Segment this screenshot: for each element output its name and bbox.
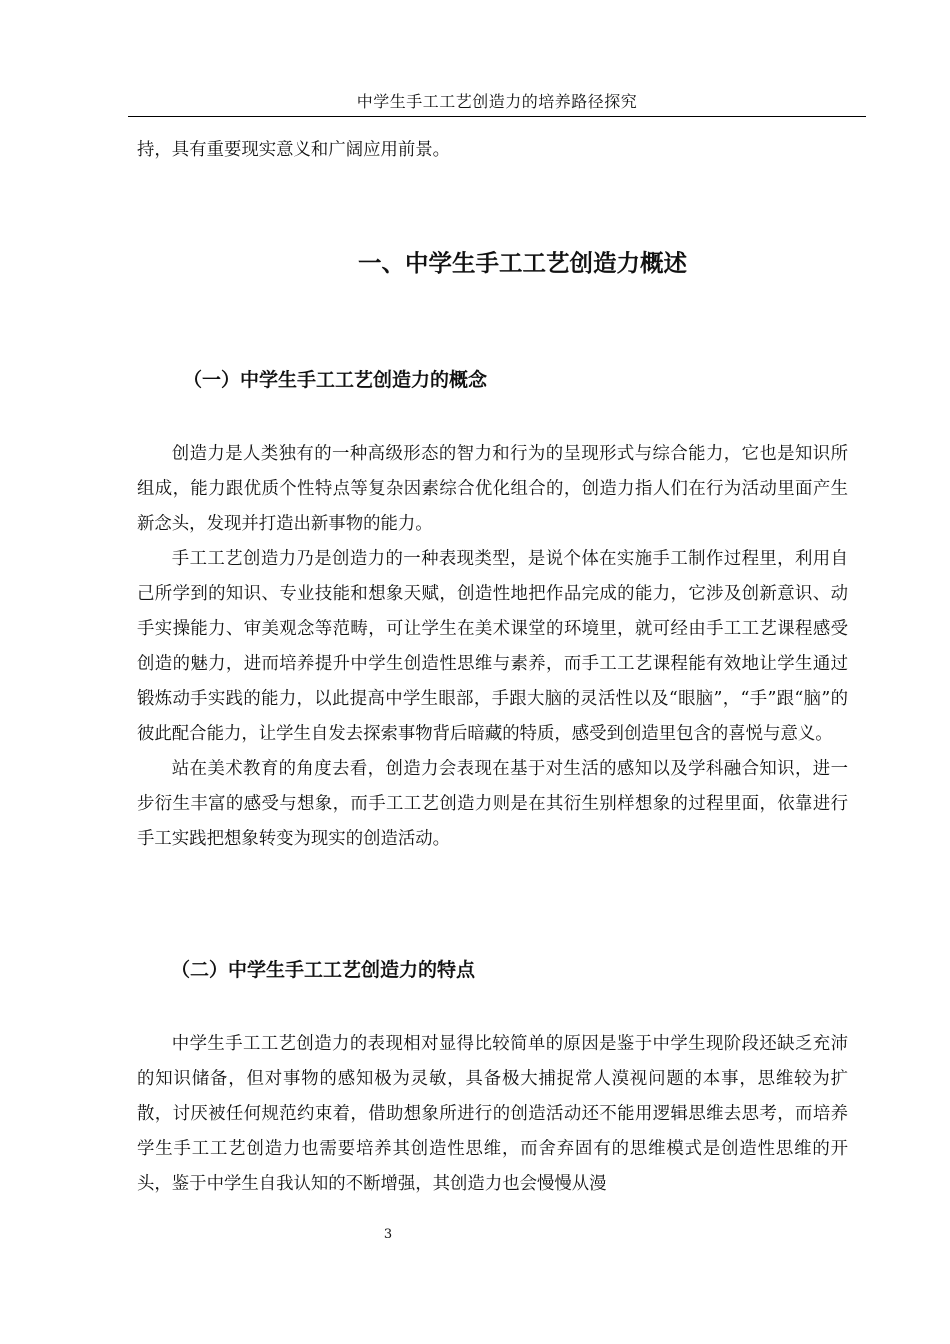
- concept-paragraph-1: 创造力是人类独有的一种高级形态的智力和行为的呈现形式与综合能力，它也是知识所组成，能力跟优质个性特点等复杂因素综合优化组合的，创造力指人们在行为活动里面产生新念头，发现并打造出新事物的能力。: [137, 444, 848, 534]
- header-title: 中学生手工工艺创造力的培养路径探究: [356, 92, 638, 111]
- concept-paragraph-2: 手工工艺创造力乃是创造力的一种表现类型，是说个体在实施手工制作过程里，利用自己所学到的知识、专业技能和想象天赋，创造性地把作品完成的能力，它涉及创新意识、动手实操能力、审美观念等范畴，可让学生在美术课堂的环境里，就可经由手工工艺课程感受创造的魅力，进而培养提升中学生创造性思维与素养，而手工工艺课程能有效地让学生通过锻炼动手实践的能力，以此提高中学生眼部，手跟大脑的灵活性以及“眼脑”，“手”跟“脑”的彼此配合能力，让学生自发去探索事物背后暗藏的特质，感受到创造里包含的喜悦与意义。: [137, 549, 848, 744]
- features-paragraph-1: 中学生手工工艺创造力的表现相对显得比较简单的原因是鉴于中学生现阶段还缺乏充沛的知识储备，但对事物的感知极为灵敏，具备极大捕捉常人漠视问题的本事，思维较为扩散，讨厌被任何规范约束着，借助想象所进行的创造活动还不能用逻辑思维去思考，而培养学生手工工艺创造力也需要培养其创造性思维，而舍弃固有的思维模式是创造性思维的开头，鉴于中学生自我认知的不断增强，其创造力也会慢慢从漫: [137, 1034, 848, 1194]
- intro-tail-paragraph: 持，具有重要现实意义和广阔应用前景。: [137, 140, 451, 160]
- concept-paragraph-3: 站在美术教育的角度去看，创造力会表现在基于对生活的感知以及学科融合知识，进一步衍生丰富的感受与想象，而手工工艺创造力则是在其衍生别样想象的过程里面，依靠进行手工实践把想象转变为现实的创造活动。: [137, 759, 848, 849]
- page-header: [128, 92, 866, 117]
- features-paragraphs: [137, 1027, 848, 1202]
- concept-paragraphs: [137, 437, 848, 857]
- intro-tail-block: [137, 133, 848, 168]
- subsection-heading-concept: （一）中学生手工工艺创造力的概念: [183, 369, 488, 391]
- subsection-heading-features: （二）中学生手工工艺创造力的特点: [171, 959, 476, 981]
- section-heading: 一、中学生手工工艺创造力概述: [358, 249, 687, 277]
- page-number: 3: [383, 1227, 393, 1242]
